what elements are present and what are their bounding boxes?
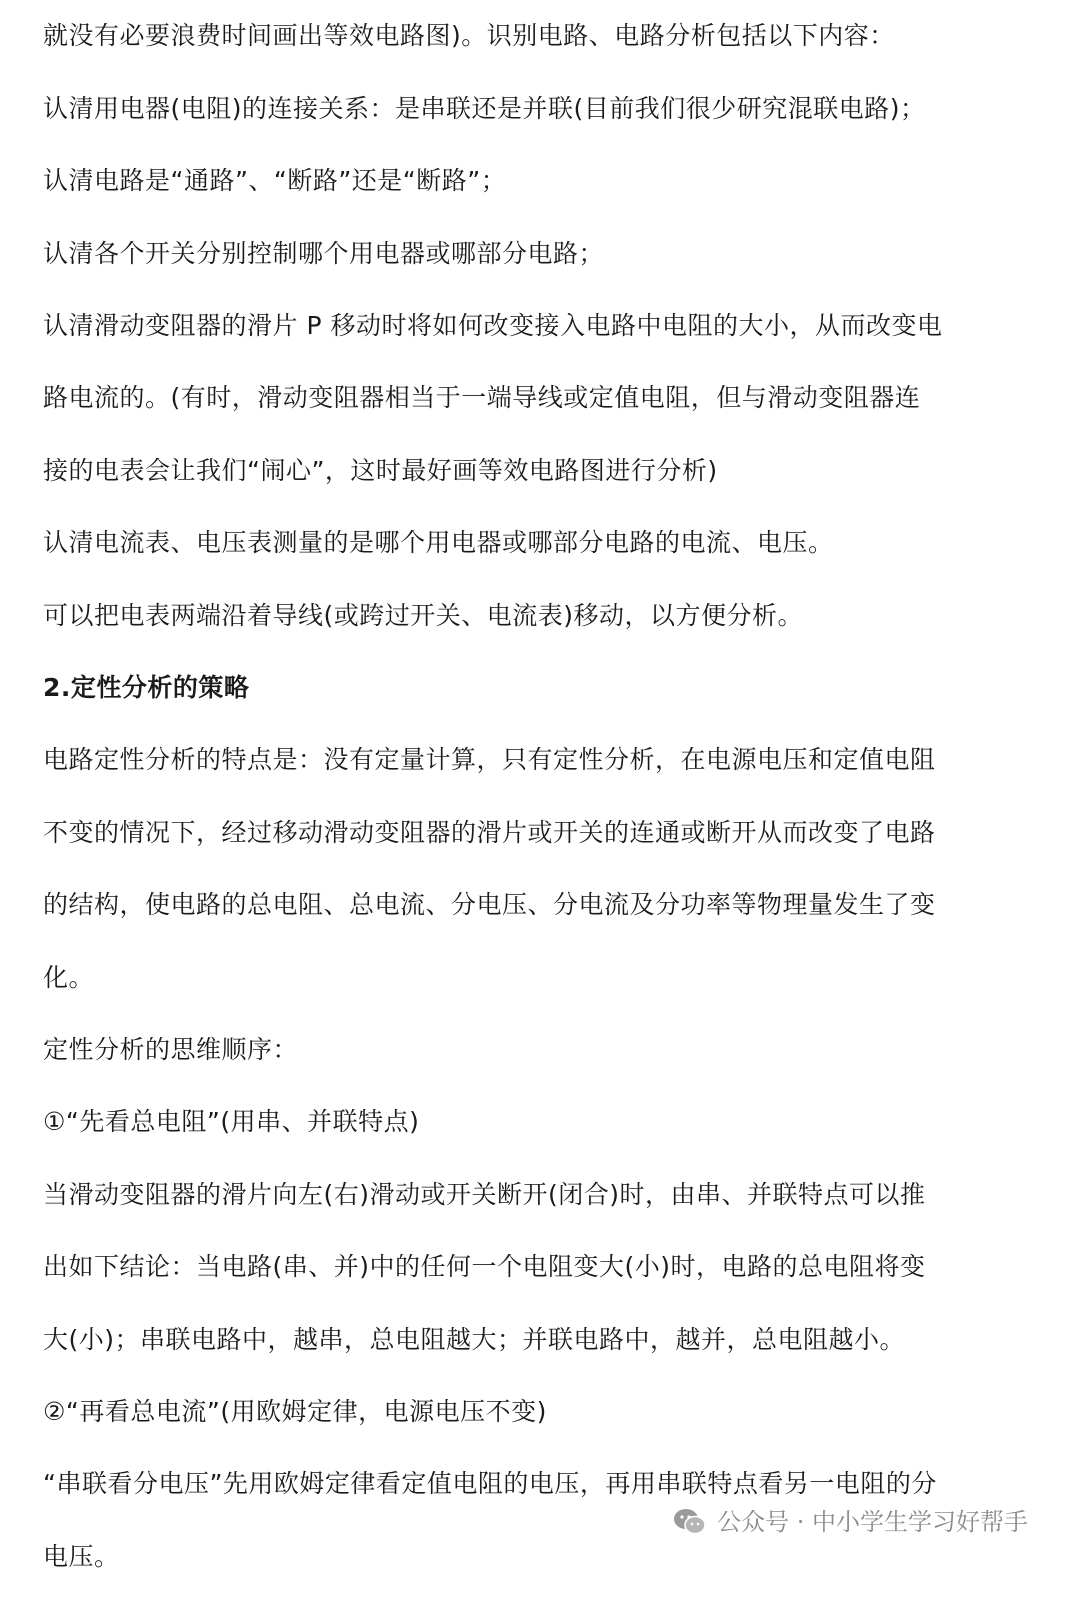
text-line: 出如下结论：当电路(串、并)中的任何一个电阻变大(小)时，电路的总电阻将变	[43, 1252, 926, 1281]
text-line: 电压。	[43, 1542, 120, 1571]
text-line: 认清各个开关分别控制哪个用电器或哪部分电路；	[43, 239, 605, 268]
text-line: 化。	[43, 963, 95, 992]
text-line: 认清滑动变阻器的滑片 P 移动时将如何改变接入电路中电阻的大小，从而改变电	[43, 311, 943, 340]
text-line: ①“先看总电阻”(用串、并联特点)	[43, 1107, 420, 1136]
watermark-text: 公众号 · 中小学生学习好帮手	[717, 1508, 1028, 1536]
text-line: 可以把电表两端沿着导线(或跨过开关、电流表)移动，以方便分析。	[43, 601, 804, 630]
text-line: 不变的情况下，经过移动滑动变阻器的滑片或开关的连通或断开从而改变了电路	[43, 818, 936, 847]
text-line: 路电流的。(有时，滑动变阻器相当于一端导线或定值电阻，但与滑动变阻器连	[43, 383, 921, 412]
wechat-icon	[673, 1507, 707, 1537]
text-line: 就没有必要浪费时间画出等效电路图)。识别电路、电路分析包括以下内容：	[43, 21, 895, 50]
text-line: “串联看分电压”先用欧姆定律看定值电阻的电压，再用串联特点看另一电阻的分	[43, 1469, 937, 1498]
text-line: ②“再看总电流”(用欧姆定律，电源电压不变)	[43, 1397, 547, 1426]
text-line: 认清电路是“通路”、“断路”还是“断路”；	[43, 166, 507, 195]
watermark	[673, 1504, 1028, 1540]
text-line: 当滑动变阻器的滑片向左(右)滑动或开关断开(闭合)时，由串、并联特点可以推	[43, 1180, 926, 1209]
text-line: 认清电流表、电压表测量的是哪个用电器或哪部分电路的电流、电压。	[43, 528, 834, 557]
text-line: 定性分析的思维顺序：	[43, 1035, 299, 1064]
text-line: 接的电表会让我们“闹心”，这时最好画等效电路图进行分析)	[43, 456, 718, 485]
text-line: 认清用电器(电阻)的连接关系：是串联还是并联(目前我们很少研究混联电路)；	[43, 94, 926, 123]
text-line: 电路定性分析的特点是：没有定量计算，只有定性分析，在电源电压和定值电阻	[43, 745, 936, 774]
text-line: 的结构，使电路的总电阻、总电流、分电压、分电流及分功率等物理量发生了变	[43, 890, 936, 919]
text-line: 大(小)；串联电路中，越串，总电阻越大；并联电路中，越并，总电阻越小。	[43, 1325, 906, 1354]
section-heading: 2.定性分析的策略	[43, 673, 250, 702]
